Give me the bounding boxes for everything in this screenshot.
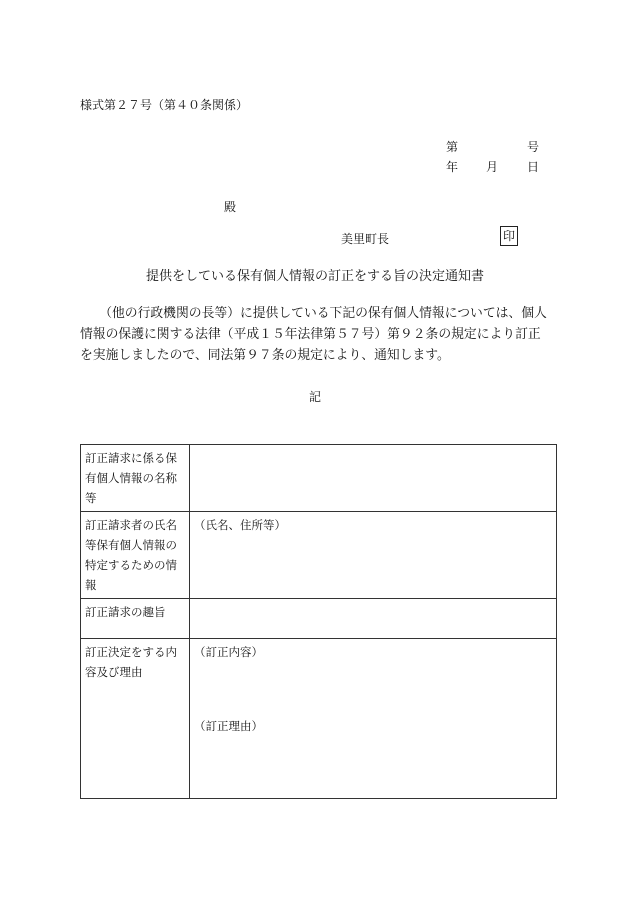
details-table	[80, 444, 557, 799]
date-day-label: 日	[527, 160, 540, 174]
row-content-purpose	[190, 599, 557, 639]
issuer-name: 美里町長	[341, 232, 390, 246]
date-year-label: 年	[446, 160, 459, 174]
row-label-decision: 訂正決定をする内容及び理由	[81, 639, 190, 799]
table-row	[81, 639, 557, 799]
document-title: 提供をしている保有個人情報の訂正をする旨の決定通知書	[145, 269, 484, 284]
table-row	[81, 512, 557, 599]
correction-reason-label: （訂正理由）	[194, 719, 263, 733]
body-paragraph: （他の行政機関の長等）に提供している下記の保有個人情報については、個人情報の保護に関する法律（平成１５年法律第５７号）第９２条の規定により訂正を実施しましたので、同法第９７条の規定により、通知します。	[80, 306, 547, 363]
document-number-prefix: 第	[446, 140, 459, 154]
document-number-suffix: 号	[527, 140, 540, 154]
seal-mark: 印	[500, 226, 518, 246]
row-label-purpose: 訂正請求の趣旨	[81, 599, 190, 639]
table-row	[81, 445, 557, 512]
row-label-info-name: 訂正請求に係る保有個人情報の名称等	[81, 445, 190, 512]
date-month-label: 月	[486, 160, 499, 174]
row-content-requester: （氏名、住所等）	[190, 512, 557, 599]
ki-heading: 記	[308, 390, 321, 404]
row-content-info-name	[190, 445, 557, 512]
row-content-decision	[190, 639, 557, 799]
correction-content-label: （訂正内容）	[194, 645, 263, 659]
row-label-requester: 訂正請求者の氏名等保有個人情報の特定するための情報	[81, 512, 190, 599]
table-row	[81, 599, 557, 639]
addressee-honorific: 殿	[224, 200, 237, 214]
form-number: 様式第２７号（第４０条関係）	[80, 98, 249, 112]
